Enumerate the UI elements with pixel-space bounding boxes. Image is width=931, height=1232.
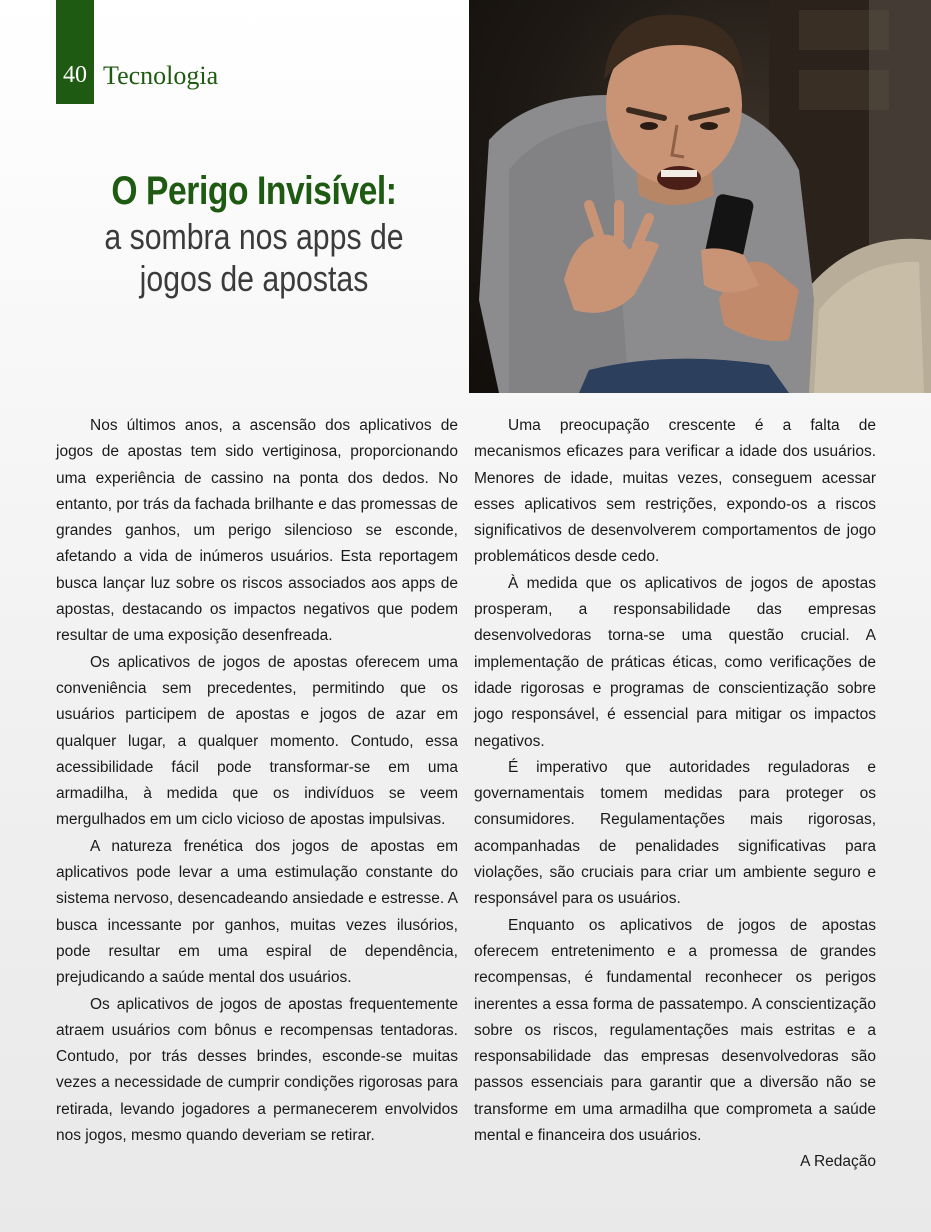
article-subtitle-line-2: jogos de apostas bbox=[139, 258, 369, 299]
section-name: Tecnologia bbox=[103, 61, 219, 90]
angry-man-phone-illustration bbox=[469, 0, 931, 393]
article-paragraph: Os aplicativos de jogos de apostas oferecem uma conveniência sem precedentes, permitindo que os usuários participem de apostas e jogos de azar em qualquer lugar, a qualquer momento. Contudo, essa acessibilidade fácil pode transformar-se em uma armadilha, à medida que os indivíduos se veem mergulhados em um ciclo vicioso de apostas impulsivas. bbox=[56, 653, 458, 829]
article-paragraph: Uma preocupação crescente é a falta de mecanismos eficazes para verificar a idade dos usuários. Menores de idade, muitas vezes, conseguem acessar esses aplicativos sem restrições, expondo-os a riscos significativos de desenvolverem comportamentos de jogo problemáticos desde cedo. bbox=[474, 417, 876, 566]
article-column-right bbox=[474, 413, 876, 1176]
article-title-block bbox=[56, 168, 452, 298]
page-number: 40 bbox=[63, 62, 87, 88]
article-column-left bbox=[56, 413, 458, 1149]
article-paragraph: A natureza frenética dos jogos de apostas em aplicativos pode levar a uma estimulação constante do sistema nervoso, desencadeando ansiedade e estresse. A busca incessante por ganhos, muitas vezes ilusórios, pode resultar em uma espiral de dependência, prejudicando a saúde mental dos usuários. bbox=[56, 837, 458, 987]
article-paragraph: Nos últimos anos, a ascensão dos aplicativos de jogos de apostas tem sido vertiginosa, proporcionando uma experiência de cassino na ponta dos dedos. No entanto, por trás da fachada brilhante e das promessas de grandes ganhos, um perigo silencioso se esconde, afetando a vida de inúmeros usuários. Esta reportagem busca lançar luz sobre os riscos associados aos apps de apostas, destacando os impactos negativos que podem resultar de uma exposição desenfreada. bbox=[56, 417, 458, 645]
article-paragraph: Os aplicativos de jogos de apostas frequentemente atraem usuários com bônus e recompensas tentadoras. Contudo, por trás desses brindes, esconde-se muitas vezes a necessidade de cumprir condições rigorosas para retirada, levando jogadores a permanecerem envolvidos nos jogos, mesmo quando deveriam se retirar. bbox=[56, 995, 458, 1145]
article-author: A Redação bbox=[800, 1153, 876, 1171]
article-paragraph: À medida que os aplicativos de jogos de apostas prosperam, a responsabilidade das empresas desenvolvedoras torna-se uma questão crucial. A implementação de práticas éticas, como verificações de idade rigorosas e programas de conscientização sobre jogo responsável, é essencial para mitigar os impactos negativos. bbox=[474, 574, 876, 750]
article-photo bbox=[469, 0, 931, 393]
article-title: O Perigo Invisível: bbox=[111, 169, 397, 213]
article-subtitle-line-1: a sombra nos apps de bbox=[104, 216, 404, 257]
article-paragraph: Enquanto os aplicativos de jogos de apostas oferecem entretenimento e a promessa de grandes recompensas, é fundamental reconhecer os perigos inerentes a essa forma de passatempo. A conscientização sobre os riscos, regulamentações mais estritas e a responsabilidade das empresas desenvolvedoras são passos essenciais para garantir que a diversão não se transforme em uma armadilha que comprometa a saúde mental e financeira dos usuários. bbox=[474, 916, 876, 1145]
article-paragraph: É imperativo que autoridades reguladoras e governamentais tomem medidas para proteger os consumidores. Regulamentações mais rigorosas, acompanhadas de penalidades significativas para violações, são cruciais para criar um ambiente seguro e responsável para os usuários. bbox=[474, 758, 876, 908]
